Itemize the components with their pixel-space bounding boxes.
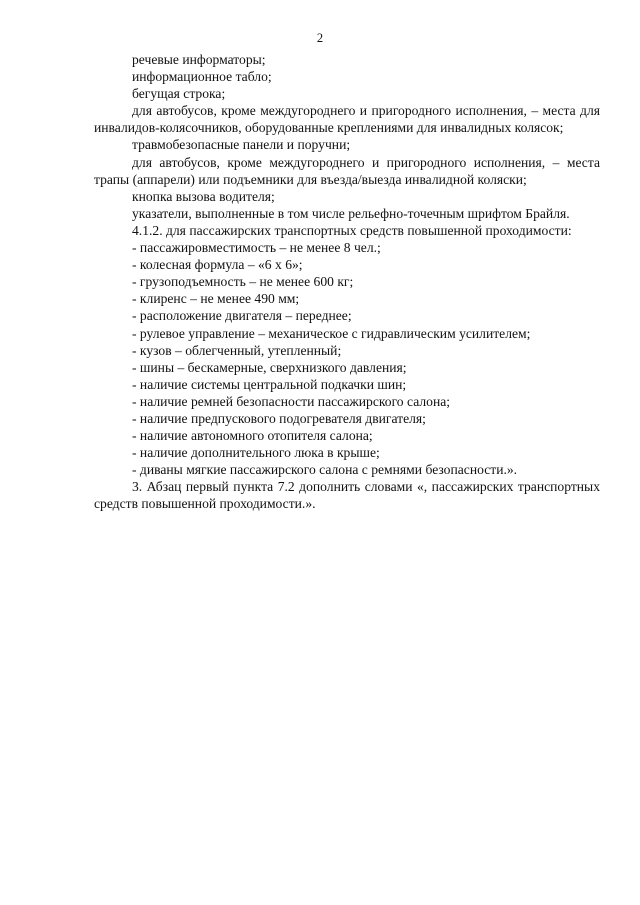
paragraph-driver-call-button: кнопка вызова водителя; <box>132 188 275 204</box>
list-item: - колесная формула – «6 х 6»; <box>132 257 303 273</box>
list-item: - диваны мягкие пассажирского салона с ремнями безопасности.». <box>132 462 518 478</box>
document-body <box>94 51 600 513</box>
paragraph-wheelchair-places: для автобусов, кроме междугороднего и пригородного исполнения, – места для инвалидов-колясочников, оборудованные креплениями для инвалидных колясок; <box>94 103 600 136</box>
list-item: - наличие дополнительного люка в крыше; <box>132 445 380 461</box>
paragraph-running-line: бегущая строка; <box>132 86 226 102</box>
paragraph-speech-informers: речевые информаторы; <box>132 52 266 67</box>
page-number: 2 <box>316 31 324 45</box>
paragraph-section-4-1-2: 4.1.2. для пассажирских транспортных средств повышенной проходимости: <box>132 222 572 238</box>
paragraph-ramps-lifts: для автобусов, кроме междугороднего и пригородного исполнения, – места трапы (аппарели) или подъемники для въезда/выезда инвалидной коляски; <box>94 154 600 187</box>
list-item: - наличие ремней безопасности пассажирского салона; <box>132 393 451 409</box>
paragraph-safe-panels: травмобезопасные панели и поручни; <box>132 137 351 153</box>
paragraph-item-3-amendment: 3. Абзац первый пункта 7.2 дополнить словами «, пассажирских транспортных средств повышенной проходимости.». <box>94 479 600 512</box>
list-item: - наличие системы центральной подкачки шин; <box>132 376 407 392</box>
list-item: - грузоподъемность – не менее 600 кг; <box>132 274 354 290</box>
list-item: - пассажировместимость – не менее 8 чел.; <box>132 240 381 256</box>
list-item: - шины – бескамерные, сверхнизкого давления; <box>132 359 407 375</box>
list-item: - наличие автономного отопителя салона; <box>132 428 373 444</box>
paragraph-info-board: информационное табло; <box>132 69 272 85</box>
list-item: - рулевое управление – механическое с гидравлическим усилителем; <box>132 325 531 341</box>
list-item: - клиренс – не менее 490 мм; <box>132 291 300 307</box>
list-item: - наличие предпускового подогревателя двигателя; <box>132 410 426 426</box>
list-item: - расположение двигателя – переднее; <box>132 308 352 324</box>
paragraph-braille-signs: указатели, выполненные в том числе рельефно-точечным шрифтом Брайля. <box>132 205 570 221</box>
list-item: - кузов – облегченный, утепленный; <box>132 342 342 358</box>
